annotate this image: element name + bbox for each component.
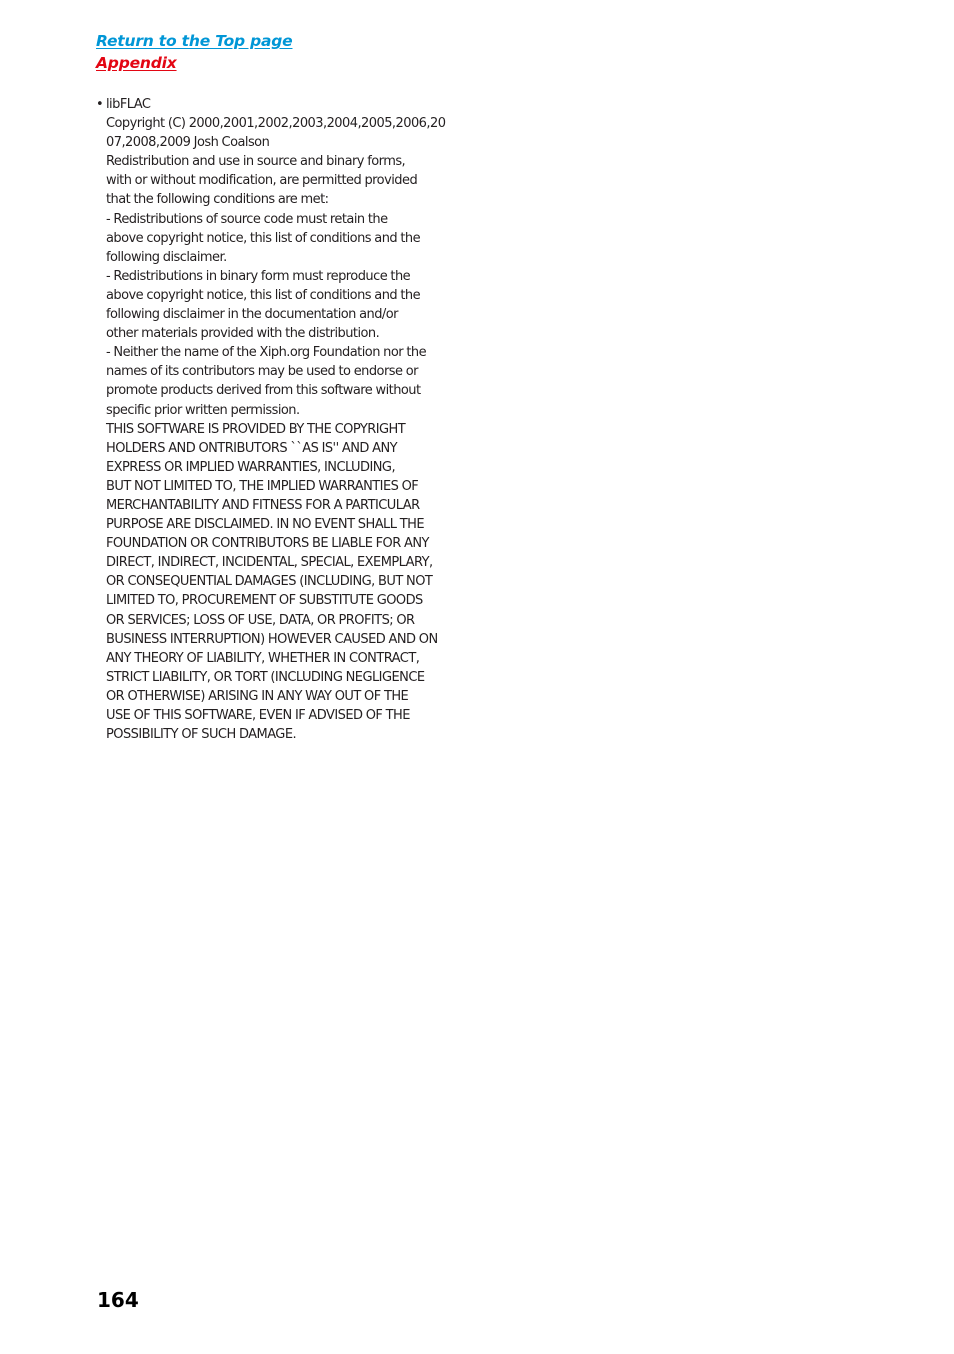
license-text-line: HOLDERS AND ONTRIBUTORS ``AS IS'' AND ANY [106,440,398,456]
license-text-line: STRICT LIABILITY, OR TORT (INCLUDING NEGLIGENCE [106,669,425,685]
license-text-line: Copyright (C) 2000,2001,2002,2003,2004,2005,2006,20 [106,116,446,132]
license-text-line: - Redistributions of source code must retain the [106,211,388,227]
license-text-line: names of its contributors may be used to endorse or [106,364,418,380]
license-text-line: that the following conditions are met: [106,192,329,208]
license-text-line: following disclaimer in the documentation and/or [106,307,398,323]
license-text-line: DIRECT, INDIRECT, INCIDENTAL, SPECIAL, EXEMPLARY, [106,555,433,571]
appendix-link[interactable]: Appendix [96,54,177,72]
license-text-line: FOUNDATION OR CONTRIBUTORS BE LIABLE FOR ANY [106,536,429,552]
license-text-line: PURPOSE ARE DISCLAIMED. IN NO EVENT SHALL THE [106,517,424,533]
license-text-line: BUSINESS INTERRUPTION) HOWEVER CAUSED AND ON [106,631,438,647]
license-text-line: LIMITED TO, PROCUREMENT OF SUBSTITUTE GOODS [106,593,423,609]
license-text-line: Redistribution and use in source and binary forms, [106,154,406,170]
libflac-license-notice [96,95,456,744]
license-text-line: above copyright notice, this list of conditions and the [106,230,421,246]
list-bullet: • [96,97,104,112]
license-text-line: OR CONSEQUENTIAL DAMAGES (INCLUDING, BUT NOT [106,574,433,590]
license-text-line: EXPRESS OR IMPLIED WARRANTIES, INCLUDING, [106,459,396,475]
license-text [106,95,456,744]
return-to-top-page-link[interactable]: Return to the Top page [96,32,293,50]
license-text-line: THIS SOFTWARE IS PROVIDED BY THE COPYRIGHT [106,421,406,437]
license-text-line: BUT NOT LIMITED TO, THE IMPLIED WARRANTIES OF [106,478,419,494]
license-text-line: libFLAC [106,97,151,112]
license-text-line: 07,2008,2009 Josh Coalson [106,135,270,151]
license-text-line: specific prior written permission. [106,402,300,418]
license-text-line: ANY THEORY OF LIABILITY, WHETHER IN CONTRACT, [106,650,420,666]
license-text-line: POSSIBILITY OF SUCH DAMAGE. [106,727,297,743]
page-navigation [96,30,292,74]
license-text-line: other materials provided with the distribution. [106,326,380,342]
license-text-line: USE OF THIS SOFTWARE, EVEN IF ADVISED OF THE [106,708,410,723]
license-text-line: OR SERVICES; LOSS OF USE, DATA, OR PROFITS; OR [106,612,415,628]
page-number: 164 [97,1288,139,1312]
license-text-line: following disclaimer. [106,249,227,265]
license-text-line: promote products derived from this software without [106,383,421,399]
license-text-line: with or without modification, are permitted provided [106,173,418,189]
license-text-line: - Redistributions in binary form must reproduce the [106,268,411,284]
license-text-line: MERCHANTABILITY AND FITNESS FOR A PARTICULAR [106,497,420,513]
license-text-line: OR OTHERWISE) ARISING IN ANY WAY OUT OF THE [106,688,409,704]
license-text-line: - Neither the name of the Xiph.org Foundation nor the [106,345,427,361]
license-text-line: above copyright notice, this list of conditions and the [106,287,421,303]
